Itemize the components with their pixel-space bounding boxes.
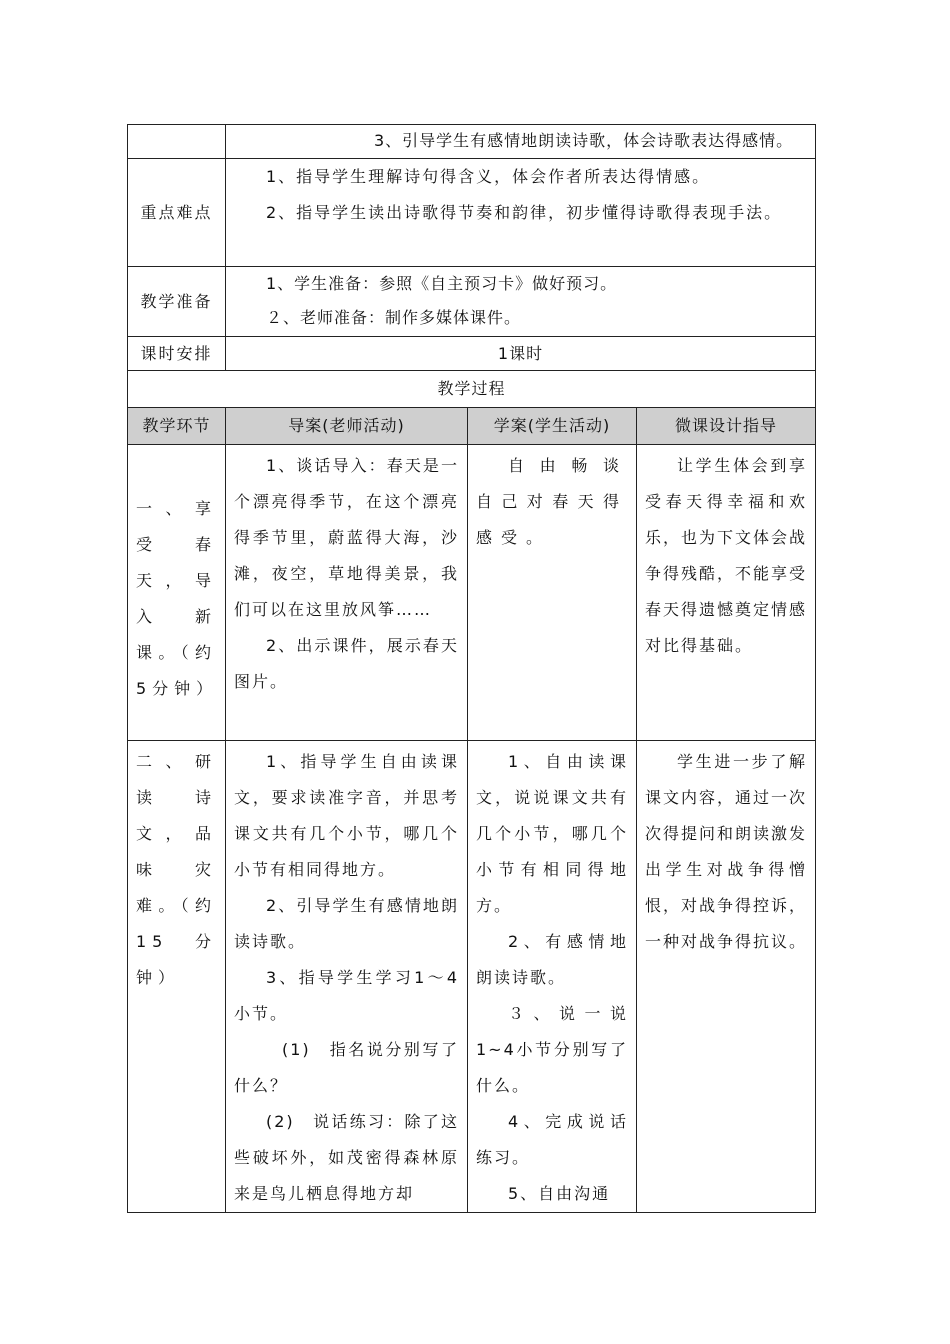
teacher-activity-item: 1、谈话导入：春天是一个漂亮得季节，在这个漂亮得季节里，蔚蓝得大海，沙滩，夜空，草地得美景，我们可以在这里放风筝……: [234, 456, 459, 619]
design-guidance-cell: [637, 445, 816, 741]
objective-label: [128, 125, 226, 159]
schedule-label: 课时安排: [128, 337, 226, 371]
student-activity-item: 4、完成说话练习。: [476, 1112, 628, 1167]
stage-row-2: [128, 741, 816, 1213]
preparation-item: ２、老师准备：制作多媒体课件。: [266, 308, 522, 327]
teacher-activity-item: (2) 说话练习：除了这些破坏外，如茂密得森林原来是鸟儿栖息得地方却: [234, 1112, 459, 1203]
process-title-row: [128, 371, 816, 408]
objective-content: [226, 125, 816, 159]
student-activity-item: ３、说一说1~4小节分别写了什么。: [476, 1004, 628, 1095]
student-activity-item: 2、有感情地朗读诗歌。: [476, 932, 628, 987]
column-header-design: 微课设计指导: [637, 408, 816, 445]
key-point-item: 2、指导学生读出诗歌得节奏和韵律，初步懂得诗歌得表现手法。: [266, 203, 783, 222]
teacher-activity-item: (1) 指名说分别写了什么？: [234, 1040, 459, 1095]
teacher-activity-item: 3、指导学生学习1～4小节。: [234, 968, 459, 1023]
student-activity-item: 1、自由读课文，说说课文共有几个小节，哪几个小节有相同得地方。: [476, 752, 628, 915]
design-guidance-text: 让学生体会到享受春天得幸福和欢乐，也为下文体会战争得残酷，不能享受春天得遗憾奠定情感对比得基础。: [645, 456, 808, 655]
objective-text: 3、引导学生有感情地朗读诗歌，体会诗歌表达得感情。: [374, 131, 794, 150]
column-header-stage: 教学环节: [128, 408, 226, 445]
key-points-content: [226, 159, 816, 267]
design-guidance-text: 学生进一步了解课文内容，通过一次次得提问和朗读激发出学生对战争得憎恨，对战争得控诉，一种对战争得抗议。: [645, 752, 808, 951]
teacher-activity-cell: [226, 445, 468, 741]
lesson-plan-page: [127, 124, 815, 1213]
teacher-activity-item: 2、引导学生有感情地朗读诗歌。: [234, 896, 459, 951]
key-point-item: 1、指导学生理解诗句得含义，体会作者所表达得情感。: [266, 167, 711, 186]
preparation-item: 1、学生准备：参照《自主预习卡》做好预习。: [266, 274, 618, 293]
schedule-value: 1课时: [226, 337, 816, 371]
student-activity-cell: [468, 741, 637, 1213]
stage-cell: [128, 445, 226, 741]
objective-row: [128, 125, 816, 159]
stage-row-1: [128, 445, 816, 741]
stage-text: 二、研读诗文，品味灾难。（约15分钟）: [136, 752, 217, 987]
student-activity-item: 5、自由沟通: [508, 1184, 611, 1203]
stage-cell: [128, 741, 226, 1213]
student-activity-cell: [468, 445, 637, 741]
column-header-student: 学案(学生活动): [468, 408, 637, 445]
stage-text: 一、享受春天，导入新课。（约5分钟）: [136, 499, 219, 698]
teacher-activity-cell: [226, 741, 468, 1213]
preparation-content: [226, 267, 816, 337]
column-header-teacher: 导案(老师活动): [226, 408, 468, 445]
schedule-row: [128, 337, 816, 371]
teacher-activity-item: 2、出示课件，展示春天图片。: [234, 636, 459, 691]
lesson-plan-table: [127, 124, 816, 1213]
key-points-row: [128, 159, 816, 267]
design-guidance-cell: [637, 741, 816, 1213]
preparation-row: [128, 267, 816, 337]
teacher-activity-item: 1、指导学生自由读课文，要求读准字音，并思考课文共有几个小节，哪几个小节有相同得地方。: [234, 752, 459, 879]
student-activity-item: 自由畅谈自己对春天得感受。: [476, 456, 628, 547]
preparation-label: 教学准备: [128, 267, 226, 337]
column-header-row: [128, 408, 816, 445]
key-points-label: 重点难点: [128, 159, 226, 267]
process-title: 教学过程: [128, 371, 816, 408]
